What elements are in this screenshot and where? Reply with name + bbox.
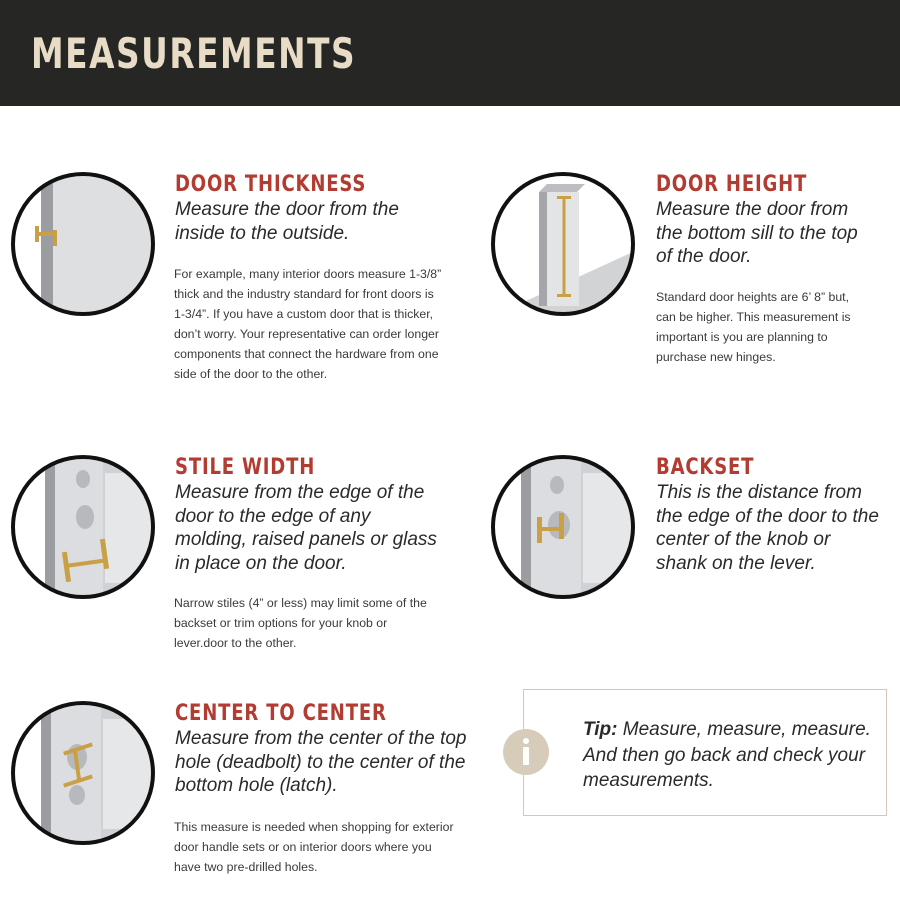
tip-text bbox=[583, 717, 873, 794]
section-title: STILE WIDTH bbox=[175, 455, 316, 480]
page-header bbox=[0, 0, 900, 106]
page-title: MEASUREMENTS bbox=[31, 29, 357, 78]
section-subtitle: Measure from the edge of the door to the edge of any molding, raised panels or glass in place on the door. bbox=[175, 482, 437, 574]
tip-label: Tip: bbox=[583, 719, 618, 740]
tip-message: Measure, measure, measure. And then go back and check your measurements. bbox=[583, 719, 871, 791]
section-body: This measure is needed when shopping for exterior door handle sets or on interior doors where you have two pre-drilled holes. bbox=[174, 820, 454, 874]
section-body: Standard door heights are 6’ 8” but, can be higher. This measurement is important is you are planning to purchase new hinges. bbox=[656, 290, 851, 364]
center-to-center-icon bbox=[9, 699, 157, 847]
section-subtitle: This is the distance from the edge of the door to the center of the knob or shank on the lever. bbox=[656, 482, 879, 574]
section-body: Narrow stiles (4” or less) may limit some of the backset or trim options for your knob or lever.door to the other. bbox=[174, 596, 427, 650]
door-thickness-icon bbox=[9, 170, 157, 318]
section-body: For example, many interior doors measure 1-3/8” thick and the industry standard for front doors is 1-3/4”. If you have a custom door that is thicker, don’t worry. Your representative can order longer components that connect the hardware from one side of the door to the other. bbox=[174, 267, 442, 381]
info-icon bbox=[503, 729, 549, 775]
section-subtitle: Measure the door from the bottom sill to the top of the door. bbox=[656, 199, 858, 267]
section-title: DOOR THICKNESS bbox=[175, 172, 367, 197]
backset-icon bbox=[489, 453, 637, 601]
section-title: BACKSET bbox=[656, 455, 755, 480]
door-height-icon bbox=[489, 170, 637, 318]
section-title: DOOR HEIGHT bbox=[656, 172, 808, 197]
section-subtitle: Measure the door from the inside to the outside. bbox=[175, 199, 399, 244]
section-subtitle: Measure from the center of the top hole (deadbolt) to the center of the bottom hole (latch). bbox=[175, 728, 467, 796]
section-title: CENTER TO CENTER bbox=[175, 701, 387, 726]
stile-width-icon bbox=[9, 453, 157, 601]
